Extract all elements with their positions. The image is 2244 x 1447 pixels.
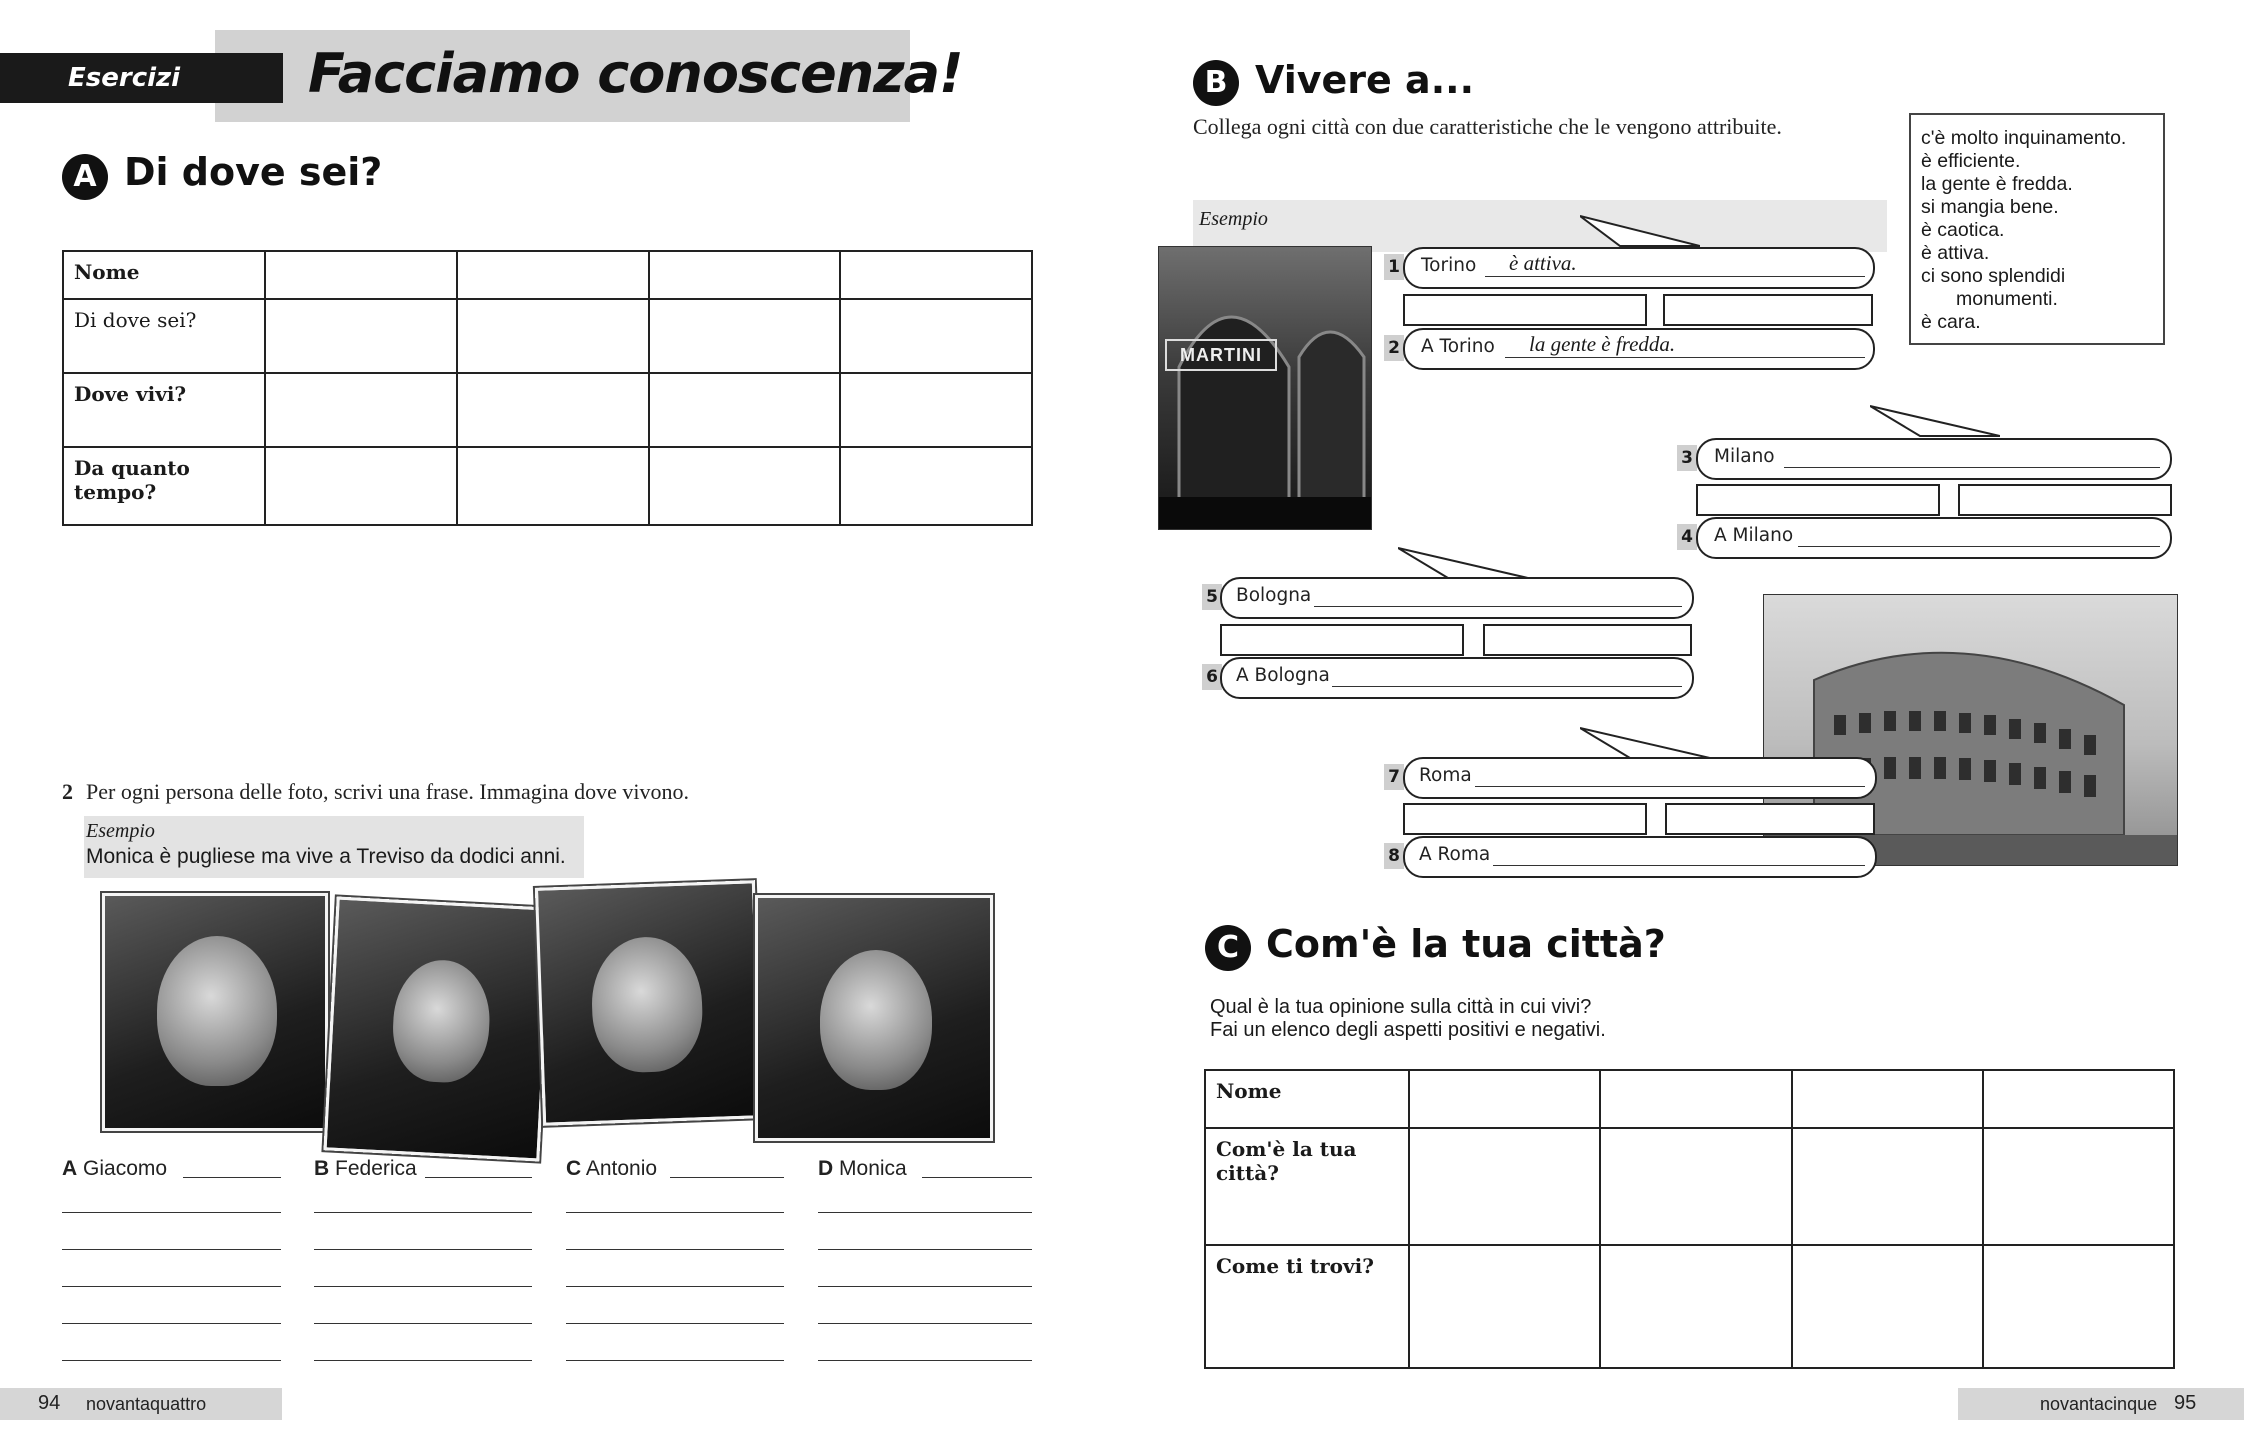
item-2-answer: la gente è fredda. [1529, 332, 1676, 356]
item-8-line [1493, 865, 1865, 866]
person-c-letter: C [566, 1157, 582, 1180]
item-5-number: 5 [1202, 584, 1222, 610]
item-6-bubble[interactable] [1220, 657, 1694, 699]
table-cell[interactable] [1792, 1070, 1983, 1128]
page-number-left: 94 [38, 1392, 61, 1414]
table-cell[interactable] [840, 447, 1032, 525]
item-5-label: Bologna [1236, 585, 1312, 606]
item-2-number: 2 [1384, 335, 1404, 361]
phrase: si mangia bene. [1921, 196, 2059, 218]
section-c-instruction-2: Fai un elenco degli aspetti positivi e negativi. [1210, 1019, 1606, 1041]
item-3-bubble[interactable] [1696, 438, 2172, 480]
table-cell[interactable] [840, 373, 1032, 447]
section-c-title: Com'è la tua città? [1266, 922, 1666, 966]
phrase: è attiva. [1921, 242, 1990, 264]
item-1-number: 1 [1384, 254, 1404, 280]
person-c-label [566, 1157, 657, 1181]
item-8-bubble[interactable] [1403, 836, 1877, 878]
photo-giacomo [102, 893, 328, 1131]
bubble-connector [1483, 624, 1692, 656]
section-a-table [62, 250, 1033, 526]
person-b-letter: B [314, 1157, 330, 1180]
table-cell[interactable] [457, 299, 649, 373]
writing-line[interactable] [922, 1177, 1032, 1178]
phrase-box [1909, 113, 2165, 345]
table-cell[interactable] [1409, 1128, 1600, 1245]
photo-monica [755, 895, 993, 1141]
item-2-line [1505, 357, 1865, 358]
section-b-badge: B [1193, 60, 1239, 106]
table-cell[interactable] [457, 251, 649, 299]
writing-line[interactable] [818, 1323, 1032, 1324]
item-4-line [1798, 546, 2160, 547]
writing-line[interactable] [62, 1286, 281, 1287]
row-label-da-quanto-tempo: Da quanto tempo? [63, 447, 265, 525]
table-cell[interactable] [1983, 1128, 2174, 1245]
writing-line[interactable] [314, 1212, 532, 1213]
person-a-name: Giacomo [83, 1157, 168, 1180]
bubble-connector [1958, 484, 2172, 516]
row-label-di-dove-sei: Di dove sei? [63, 299, 265, 373]
person-a-letter: A [62, 1157, 78, 1180]
phrase: la gente è fredda. [1921, 173, 2073, 195]
writing-line[interactable] [566, 1360, 784, 1361]
writing-line[interactable] [566, 1286, 784, 1287]
table-cell[interactable] [649, 447, 841, 525]
bubble-tail [1870, 404, 2000, 438]
table-cell[interactable] [265, 373, 457, 447]
table-cell[interactable] [1792, 1245, 1983, 1368]
item-6-number: 6 [1202, 664, 1222, 690]
item-6-label: A Bologna [1236, 665, 1330, 686]
table-cell[interactable] [1600, 1070, 1791, 1128]
writing-line[interactable] [818, 1212, 1032, 1213]
writing-line[interactable] [62, 1360, 281, 1361]
bubble-connector [1696, 484, 1940, 516]
section-b-title: Vivere a... [1255, 58, 1475, 102]
row-label-dove-vivi: Dove vivi? [63, 373, 265, 447]
phrase: è cara. [1921, 311, 1981, 333]
writing-line[interactable] [314, 1286, 532, 1287]
writing-line[interactable] [62, 1212, 281, 1213]
section-c-table [1204, 1069, 2175, 1369]
item-1-line [1485, 276, 1865, 277]
table-cell[interactable] [1983, 1070, 2174, 1128]
example-text: Monica è pugliese ma vive a Treviso da dodici anni. [86, 845, 566, 868]
person-c-name: Antonio [585, 1157, 658, 1180]
person-d-letter: D [818, 1157, 834, 1180]
table-cell[interactable] [265, 447, 457, 525]
table-cell[interactable] [840, 251, 1032, 299]
table-cell[interactable] [1409, 1070, 1600, 1128]
writing-line[interactable] [818, 1286, 1032, 1287]
phrase: c'è molto inquinamento. [1921, 127, 2127, 149]
table-cell[interactable] [649, 373, 841, 447]
person-a-label [62, 1157, 167, 1181]
section-c-badge: C [1205, 925, 1251, 971]
table-cell[interactable] [649, 299, 841, 373]
row-label-nome-c: Nome [1205, 1070, 1409, 1128]
page-word-right: novantacinque [2040, 1394, 2158, 1414]
bubble-connector [1403, 803, 1647, 835]
item-1-bubble[interactable] [1403, 247, 1875, 289]
person-b-name: Federica [335, 1157, 417, 1180]
bubble-connector [1403, 294, 1647, 326]
table-cell[interactable] [1600, 1245, 1791, 1368]
item-7-line [1475, 786, 1865, 787]
exercise-2-instruction: Per ogni persona delle foto, scrivi una frase. Immagina dove vivono. [86, 779, 690, 804]
writing-line[interactable] [818, 1249, 1032, 1250]
exercise-2-number: 2 [62, 779, 73, 804]
table-cell[interactable] [457, 373, 649, 447]
phrase: è efficiente. [1921, 150, 2021, 172]
section-c-instruction-1: Qual è la tua opinione sulla città in cui vivi? [1210, 996, 1592, 1018]
example-label: Esempio [86, 820, 155, 842]
item-7-label: Roma [1419, 765, 1472, 786]
bubble-tail [1580, 214, 1700, 248]
writing-line[interactable] [183, 1177, 281, 1178]
table-cell[interactable] [265, 299, 457, 373]
item-1-label: Torino [1421, 255, 1477, 276]
row-label-come-ti-trovi: Come ti trovi? [1205, 1245, 1409, 1368]
section-b-instruction: Collega ogni città con due caratteristiche che le vengono attribuite. [1193, 114, 1782, 139]
writing-line[interactable] [566, 1249, 784, 1250]
table-cell[interactable] [1983, 1245, 2174, 1368]
esempio-label-b: Esempio [1199, 208, 1268, 230]
photo-antonio [535, 880, 763, 1126]
item-3-label: Milano [1714, 446, 1775, 467]
phrase: ci sono splendidi [1921, 265, 2066, 287]
item-1-answer: è attiva. [1509, 251, 1577, 275]
bubble-connector [1663, 294, 1873, 326]
item-8-number: 8 [1384, 843, 1404, 869]
page-title: Facciamo conoscenza! [308, 42, 963, 105]
phrase: è caotica. [1921, 219, 2005, 241]
table-cell[interactable] [265, 251, 457, 299]
item-8-label: A Roma [1419, 844, 1491, 865]
writing-line[interactable] [314, 1249, 532, 1250]
person-d-name: Monica [839, 1157, 907, 1180]
writing-line[interactable] [314, 1360, 532, 1361]
table-cell[interactable] [840, 299, 1032, 373]
esempio-band [1193, 200, 1887, 252]
item-4-number: 4 [1677, 524, 1697, 550]
phrase: monumenti. [1956, 288, 2058, 310]
row-label-nome: Nome [63, 251, 265, 299]
writing-line[interactable] [670, 1177, 784, 1178]
item-3-line [1784, 467, 2160, 468]
table-cell[interactable] [649, 251, 841, 299]
page-number-right: 95 [2174, 1392, 2197, 1414]
item-7-bubble[interactable] [1403, 757, 1877, 799]
torino-photo [1158, 246, 1372, 530]
writing-line[interactable] [818, 1360, 1032, 1361]
item-6-line [1332, 686, 1682, 687]
section-a-title: Di dove sei? [124, 150, 383, 194]
item-2-bubble[interactable] [1403, 328, 1875, 370]
writing-line[interactable] [425, 1177, 532, 1178]
writing-line[interactable] [314, 1323, 532, 1324]
bubble-tail [1398, 546, 1528, 580]
writing-line[interactable] [62, 1249, 281, 1250]
table-cell[interactable] [457, 447, 649, 525]
row-label-com-e: Com'è la tua città? [1205, 1128, 1409, 1245]
person-d-label [818, 1157, 907, 1181]
bubble-tail [1580, 726, 1710, 760]
page-word-left: novantaquattro [86, 1394, 207, 1414]
writing-line[interactable] [62, 1323, 281, 1324]
table-cell[interactable] [1792, 1128, 1983, 1245]
item-7-number: 7 [1384, 764, 1404, 790]
table-cell[interactable] [1600, 1128, 1791, 1245]
item-3-number: 3 [1677, 445, 1697, 471]
bubble-connector [1665, 803, 1875, 835]
photo-federica [324, 897, 553, 1162]
item-4-label: A Milano [1714, 525, 1794, 546]
bubble-connector [1220, 624, 1464, 656]
item-5-line [1314, 606, 1682, 607]
section-a-badge: A [62, 154, 108, 200]
esercizi-tag: Esercizi [0, 53, 283, 103]
item-2-label: A Torino [1421, 336, 1495, 357]
item-5-bubble[interactable] [1220, 577, 1694, 619]
person-b-label [314, 1157, 417, 1181]
writing-line[interactable] [566, 1212, 784, 1213]
table-cell[interactable] [1409, 1245, 1600, 1368]
writing-line[interactable] [566, 1323, 784, 1324]
martini-sign: MARTINI [1165, 339, 1277, 371]
item-4-bubble[interactable] [1696, 517, 2172, 559]
